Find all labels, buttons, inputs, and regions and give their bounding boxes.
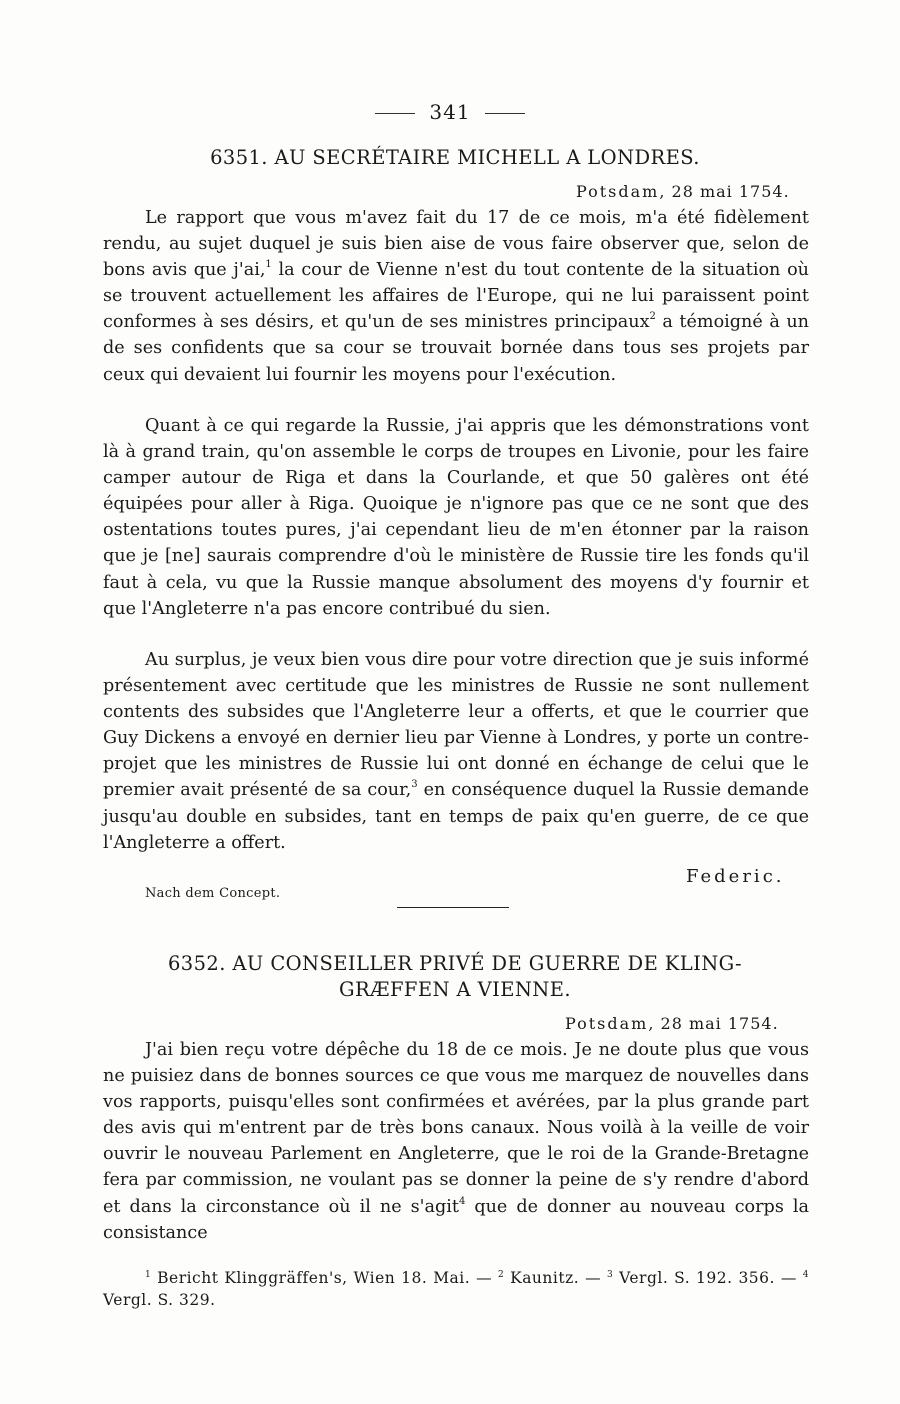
- paragraph-text: J'ai bien reçu votre dépêche du 18 de ce mois. Je ne doute plus que vous ne puisiez dans de bonnes sources ce que vous me marquez de nouvelles dans vos rapports, puisqu'elles sont confirmées et avérées, par la plus grande part des avis qui m'entrent par de très bons canaux. Nous voilà à la veille de voir ouvrir le nouveau Parlement en Angleterre, que le roi de la Grande-Bretagne fera par commission, ne voulant pas se donner la peine de s'y rendre d'abord et dans la circonstance où il ne s'agit: [103, 1040, 809, 1217]
- letter-6351-paragraph-3: [103, 647, 809, 856]
- footnote-marker: 4: [802, 1270, 809, 1280]
- letter-6351-dateline: [576, 182, 790, 201]
- page-number: [0, 100, 900, 124]
- paragraph-text: Le rapport que vous m'avez fait du 17 de ce mois, m'a été fidèlement rendu, au sujet duquel je suis bien aise de vous faire observer que, selon de bons avis que j'ai,: [103, 208, 809, 281]
- footnote-marker: 2: [649, 311, 656, 323]
- section-divider: [397, 907, 509, 908]
- footnote-text: Vergl. S. 192. 356. —: [613, 1269, 803, 1287]
- footnote-marker: 2: [497, 1270, 505, 1280]
- paragraph-text: Au surplus, je veux bien vous dire pour votre direction que je suis informé présentement avec certitude que les ministres de Russie ne sont nullement contents des subsides que l'Angleterre leur a offerts, et que le courrier que Guy Dickens a envoyé en dernier lieu par Vienne à Londres, y porte un contre-projet que les ministres de Russie lui ont donné en échange de celui que le premier avait présenté de sa cour,: [103, 650, 809, 801]
- footnote-marker: 1: [145, 1270, 152, 1280]
- paragraph-text: a témoigné à un de ses confidents que sa cour se trouvait bornée dans tous ses projets par ceux qui devaient lui fournir les moyens pour l'exécution.: [103, 312, 809, 385]
- source-note: Nach dem Concept.: [145, 886, 281, 901]
- signature: Federic.: [686, 866, 785, 887]
- dateline-date: , 28 mai 1754.: [648, 1014, 779, 1033]
- letter-6352-heading: [100, 951, 810, 1003]
- heading-line-1: 6352. AU CONSEILLER PRIVÉ DE GUERRE DE KLING-: [167, 952, 743, 975]
- footnote-marker: 4: [458, 1195, 466, 1207]
- paragraph-text: en conséquence duquel la Russie demande jusqu'au double en subsides, tant en temps de paix qu'en guerre, de ce que l'Angleterre a offert.: [103, 780, 809, 853]
- letter-6351-heading: 6351. AU SECRÉTAIRE MICHELL A LONDRES.: [210, 146, 700, 169]
- footnote-marker: 3: [606, 1270, 614, 1280]
- paragraph-text: que de donner au nouveau corps la consistance: [103, 1196, 809, 1243]
- footnote-text: Kaunitz. —: [504, 1269, 607, 1287]
- letter-6351-paragraph-2: Quant à ce qui regarde la Russie, j'ai appris que les démonstrations vont là à grand train, qu'on assemble le corps de troupes en Livonie, pour les faire camper autour de Riga et dans la Courlande, et que 50 galères ont été équipées pour aller à Riga. Quoique je n'ignore pas que ce ne sont que des ostentations toutes pures, j'ai cependant lieu de m'en étonner par la raison que je [ne] saurais comprendre d'où le ministère de Russie tire les fonds qu'il faut à cela, vu que la Russie manque absolument des moyens d'y fournir et que l'Angleterre n'a pas encore contribué du sien.: [103, 416, 809, 619]
- dateline-place: Potsdam: [576, 182, 660, 201]
- page-number-dash-right: [485, 113, 525, 114]
- heading-line-2: GRÆFFEN A VIENNE.: [339, 978, 571, 1001]
- page-number-dash-left: [375, 113, 415, 114]
- footnote-marker: 3: [411, 779, 418, 791]
- page-number-value: 341: [429, 100, 471, 124]
- letter-6352-paragraph-1: [103, 1037, 809, 1246]
- footnotes: [103, 1267, 809, 1311]
- paragraph-text: la cour de Vienne n'est du tout contente de la situation où se trouvent actuellement les affaires de l'Europe, qui ne lui paraissent point conformes à ses désirs, et qu'un de ses ministres principaux: [103, 260, 809, 333]
- footnote-text: Vergl. S. 329.: [103, 1291, 216, 1309]
- dateline-place: Potsdam: [565, 1014, 649, 1033]
- letter-6352-dateline: [565, 1014, 779, 1033]
- footnote-marker: 1: [265, 259, 272, 271]
- dateline-date: , 28 mai 1754.: [659, 182, 790, 201]
- letter-6351-paragraph-1: [103, 205, 809, 388]
- footnote-text: Bericht Klinggräffen's, Wien 18. Mai. —: [151, 1269, 498, 1287]
